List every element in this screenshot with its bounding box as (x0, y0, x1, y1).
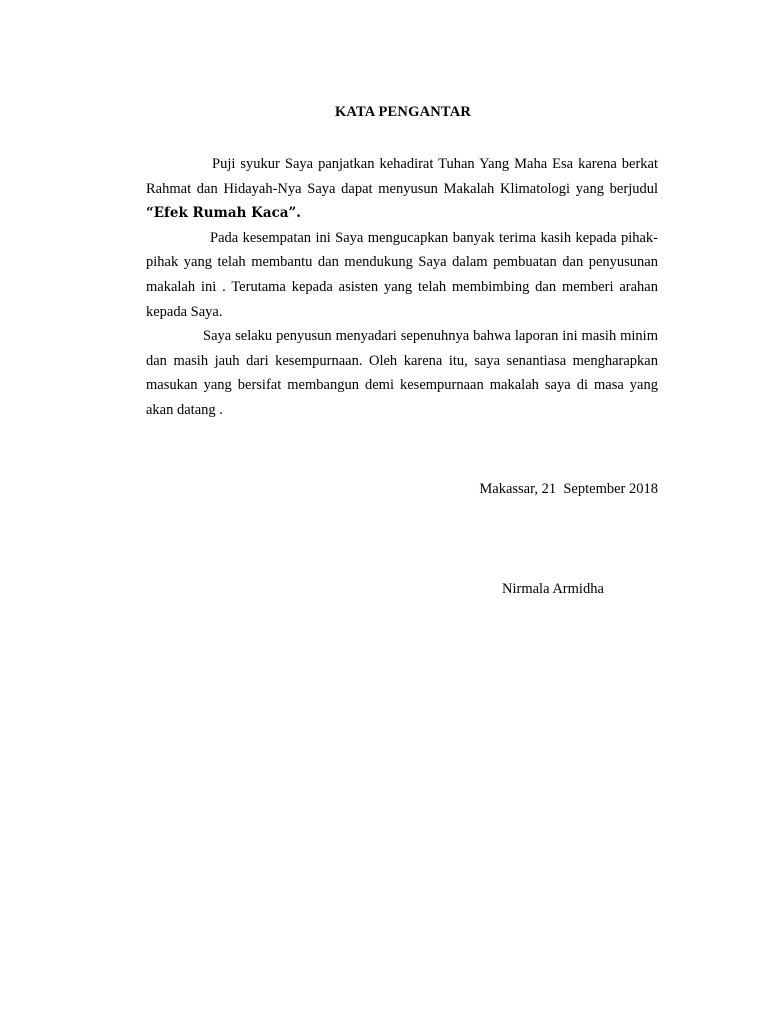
paper-title-emphasis: “Efek Rumah Kaca”. (146, 205, 301, 222)
paragraph-thanks: Pada kesempatan ini Saya mengucapkan banyak terima kasih kepada pihak- pihak yang telah membantu dan mendukung Saya dalam pembuatan dan penyusunan makalah ini . Terutama kepada asisten yang telah membimbing dan memberi arahan kepada Saya. (146, 229, 658, 320)
document-title: KATA PENGANTAR (334, 104, 472, 120)
place-date: Makassar, 21 September 2018 (479, 481, 658, 497)
paragraph-gratitude (146, 152, 658, 226)
paragraph-closing: Saya selaku penyusun menyadari sepenuhnya bahwa laporan ini masih minim dan masih jauh dari kesempurnaan. Oleh karena itu, saya senantiasa mengharapkan masukan yang bersifat membangun demi kesempurnaan makalah saya di masa yang akan datang . (146, 328, 658, 418)
document-body (146, 152, 658, 423)
paragraph-gratitude-text: Puji syukur Saya panjatkan kehadirat Tuhan Yang Maha Esa karena berkat Rahmat dan Hidayah-Nya Saya dapat menyusun Makalah Klimatologi yang berjudul (146, 156, 658, 197)
signer-name: Nirmala Armidha (502, 581, 604, 597)
